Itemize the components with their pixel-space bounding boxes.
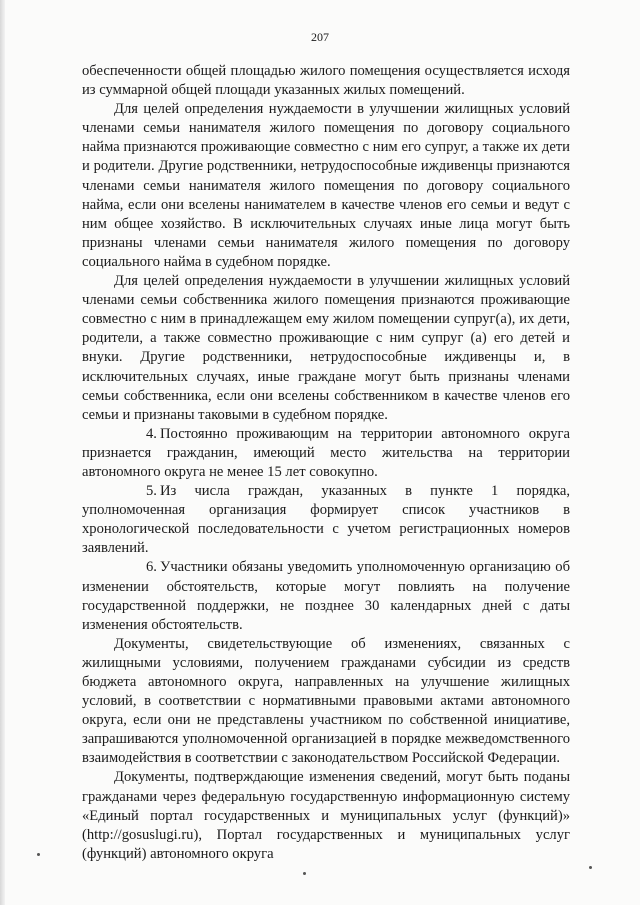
- scan-speck: [589, 866, 592, 869]
- scan-edge: [0, 0, 5, 905]
- document-body: [82, 62, 570, 864]
- paragraph-owner-family: Для целей определения нуждаемости в улучшении жилищных условий членами семьи собственника жилого помещения признаются проживающие совместно с ним в принадлежащем ему жилом помещении супруг(а), их дети, родители, а также совместно проживающие с ним супруг (а) его детей и внуки. Другие родственники, нетрудоспособные иждивенцы и, в исключительных случаях, иные граждане могут быть признаны членами семьи собственника, если они вселены собственником в качестве членов его семьи и признаны таковыми в судебном порядке.: [82, 273, 570, 423]
- item-number: 4.: [146, 425, 157, 442]
- item-text: Из числа граждан, указанных в пункте 1 порядка, уполномоченная организация формирует список участников в хронологической последовательности с учетом регистрационных номеров заявлений.: [82, 483, 570, 557]
- item-text: Постоянно проживающим на территории автономного округа признается гражданин, имеющий место жительства на территории автономного округа не менее 15 лет совокупно.: [82, 425, 570, 480]
- scan-speck: [303, 872, 306, 875]
- numbered-item-6: [82, 558, 570, 634]
- item-text: Участники обязаны уведомить уполномоченную организацию об изменении обстоятельств, которые могут повлиять на получение государственной поддержки, не позднее 30 календарных дней с даты изменения обстоятельств.: [82, 559, 570, 633]
- item-number: 5.: [146, 483, 157, 500]
- paragraph-documents-requested: Документы, свидетельствующие об изменениях, связанных с жилищными условиями, получением гражданами субсидии из средств бюджета автономного округа, направленных на улучшение жилищных условий, в соответствии с нормативными правовыми актами автономного округа, если они не представлены участником по собственной инициативе, запрашиваются уполномоченной организацией в порядке межведомственного взаимодействия в соответствии с законодательством Российской Федерации.: [82, 635, 570, 767]
- page-number: 207: [311, 30, 329, 44]
- paragraph-documents-submission: Документы, подтверждающие изменения сведений, могут быть поданы гражданами через федеральную государственную информационную систему «Единый портал государственных и муниципальных услуг (функций)» (http://gosuslugi.ru), Портал государственных и муниципальных услуг (функций) автономного округа: [82, 769, 570, 862]
- numbered-item-5: [82, 482, 570, 558]
- paragraph-tenant-family: Для целей определения нуждаемости в улучшении жилищных условий членами семьи нанимателя жилого помещения по договору социального найма признаются проживающие совместно с ним его супруг, а также их дети и родители. Другие родственники, нетрудоспособные иждивенцы признаются членами семьи нанимателя жилого помещения по договору социального найма, если они вселены нанимателем в качестве членов его семьи и ведут с ним общее хозяйство. В исключительных случаях иные лица могут быть признаны членами семьи нанимателя жилого помещения по договору социального найма в судебном порядке.: [82, 101, 570, 270]
- numbered-item-4: [82, 425, 570, 482]
- scan-speck: [37, 853, 40, 856]
- item-number: 6.: [146, 559, 157, 576]
- paragraph-continuation: обеспеченности общей площадью жилого помещения осуществляется исходя из суммарной общей площади указанных жилых помещений.: [82, 63, 570, 99]
